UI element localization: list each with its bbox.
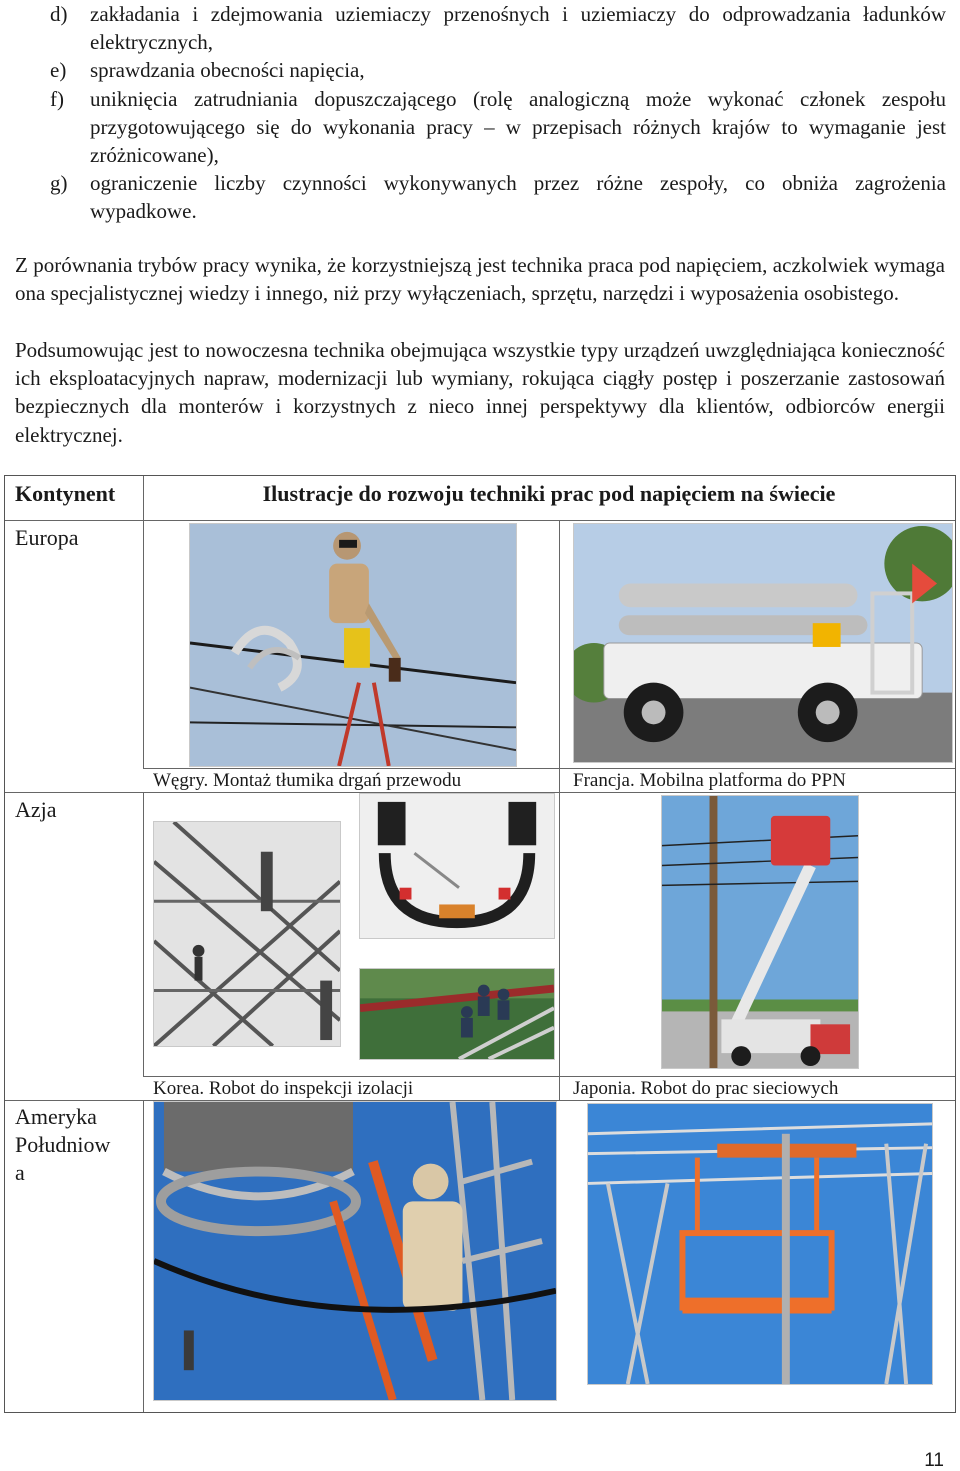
caption-france: Francja. Mobilna platforma do PPN xyxy=(573,770,846,791)
photo-japan-robot-truck xyxy=(661,795,859,1069)
list-marker: e) xyxy=(50,58,67,83)
caption-korea: Korea. Robot do inspekcji izolacji xyxy=(153,1078,414,1099)
list-text: sprawdzania obecności napięcia, xyxy=(90,58,365,83)
paragraph-comparison: Z porównania trybów pracy wynika, że korzystniejszą jest technika praca pod napięciem, aczkolwiek wymaga ona specjalistycznej wiedzy i innego, niż przy wyłączeniach, sprzętu, narzędzi i wyposażenia osobistego. xyxy=(15,253,945,306)
list-text: uniknięcia zatrudniania dopuszczającego (rolę analogiczną może wykonać członek zespołu przygotowującego się do wykonania pracy – w przepisach różnych krajów to wymaganie jest zróżnicowane), xyxy=(90,86,946,168)
table-divider xyxy=(559,768,560,792)
photo-south-america-basket xyxy=(587,1103,933,1385)
table-divider xyxy=(143,1100,144,1412)
photo-korea-crew xyxy=(359,968,555,1060)
page-number: 11 xyxy=(924,1450,944,1471)
table-divider xyxy=(5,520,955,521)
list-item-g xyxy=(50,169,946,225)
continent-europe: Europa xyxy=(15,525,79,550)
photo-korea-tower xyxy=(153,821,341,1047)
table-divider xyxy=(143,1076,955,1077)
table-divider xyxy=(559,1076,560,1100)
continent-label-line: a xyxy=(15,1160,25,1185)
caption-japan: Japonia. Robot do prac sieciowych xyxy=(573,1078,839,1099)
table-divider xyxy=(559,792,560,1076)
list-item-e xyxy=(50,56,946,84)
list-marker: d) xyxy=(50,2,68,26)
list-item-d xyxy=(50,0,946,56)
continent-asia: Azja xyxy=(15,797,57,822)
list-marker: g) xyxy=(50,171,68,196)
table-divider xyxy=(143,792,144,1076)
bullet-list xyxy=(50,0,946,226)
list-item-f xyxy=(50,85,946,170)
continent-south-america xyxy=(15,1103,110,1187)
list-marker: f) xyxy=(50,86,64,111)
continent-label-line: Ameryka xyxy=(15,1104,97,1129)
photo-france-platform xyxy=(573,523,953,763)
table-divider xyxy=(143,768,955,769)
photo-south-america-ring xyxy=(153,1101,557,1401)
paragraph-summary: Podsumowując jest to nowoczesna technika obejmująca wszystkie typy urządzeń uwzględniająca konieczność ich eksploatacyjnych napraw, modernizacji lub wymiany, rokująca ciągły postęp i poszerzanie zastosowań bezpiecznych dla monterów i korzystnych z nieco innej perspektywy dla klientów, odbiorców energii elektrycznej. xyxy=(15,338,945,447)
column-header-continent: Kontynent xyxy=(15,481,116,506)
caption-hungary: Węgry. Montaż tłumika drgań przewodu xyxy=(153,770,462,791)
photo-hungary-lineman xyxy=(189,523,517,767)
list-text: ograniczenie liczby czynności wykonywanych przez różne zespoły, co obniża zagrożenia wypadkowe. xyxy=(90,171,946,224)
illustrations-table xyxy=(4,475,956,1413)
continent-label-line: Południow xyxy=(15,1132,111,1157)
table-divider xyxy=(559,520,560,768)
column-header-illustrations: Ilustracje do rozwoju techniki prac pod napięciem na świecie xyxy=(262,481,836,506)
photo-korea-robot xyxy=(359,793,555,939)
list-text: zakładania i zdejmowania uziemiaczy przenośnych i uziemiaczy do odprowadzania ładunków elektrycznych, xyxy=(90,2,946,55)
table-divider xyxy=(143,520,144,768)
